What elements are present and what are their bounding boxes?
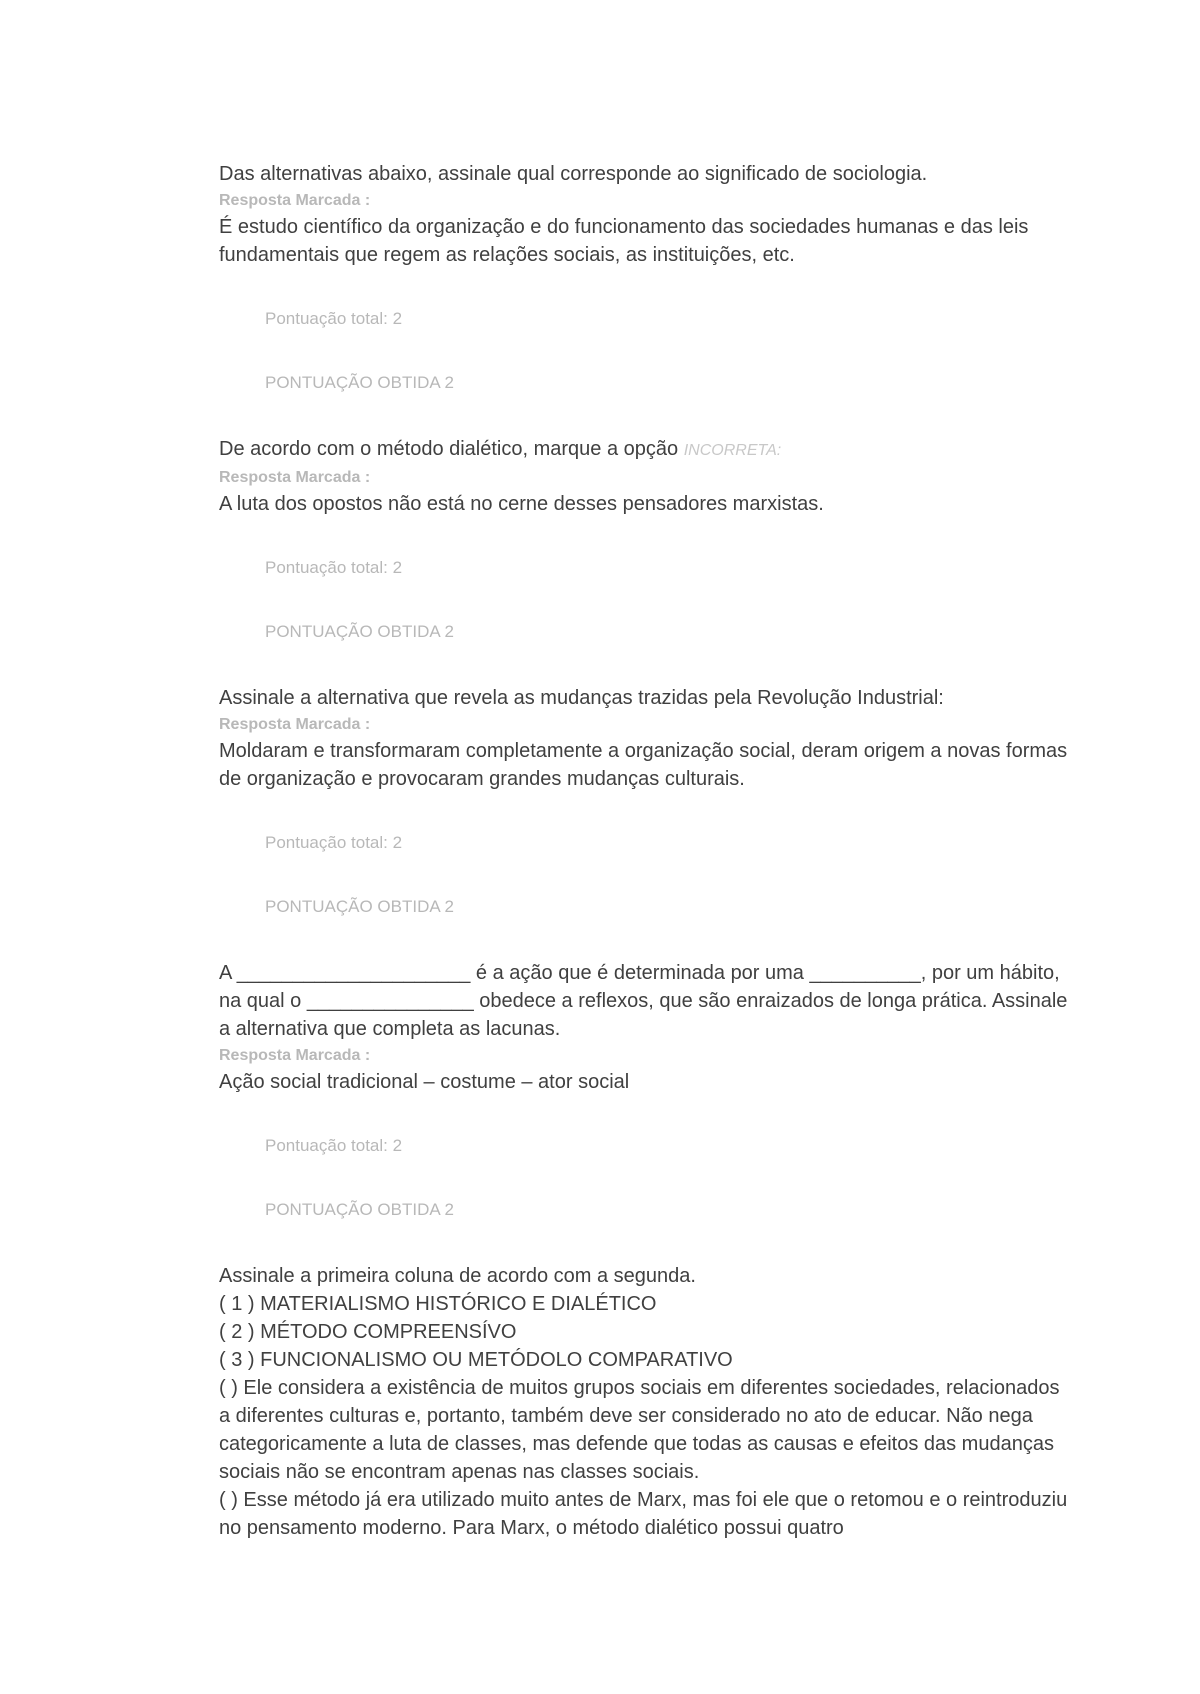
question-text: Das alternativas abaixo, assinale qual corresponde ao significado de sociologia. bbox=[219, 163, 928, 185]
matching-option: ( 1 ) MATERIALISMO HISTÓRICO E DIALÉTICO bbox=[219, 1293, 657, 1315]
matching-statement: ( ) Ele considera a existência de muitos grupos sociais em diferentes sociedades, relacionados a diferentes culturas e, portanto, também deve ser considerado no ato de educar. Não nega categoricamente a luta de classes, mas defende que todas as causas e efeitos das mudanças sociais não se encontram apenas nas classes sociais. bbox=[219, 1377, 1060, 1483]
marked-answer-label: Resposta Marcada : bbox=[219, 469, 371, 486]
obtained-score: PONTUAÇÃO OBTIDA 2 bbox=[265, 897, 454, 916]
marked-answer-text: É estudo científico da organização e do funcionamento das sociedades humanas e das leis fundamentais que regem as relações sociais, as instituições, etc. bbox=[219, 216, 1029, 266]
marked-answer-label: Resposta Marcada : bbox=[219, 716, 371, 733]
marked-answer-text: Moldaram e transformaram completamente a organização social, deram origem a novas formas de organização e provocaram grandes mudanças culturais. bbox=[219, 740, 1068, 790]
question-text: A _____________________ é a ação que é determinada por uma __________, por um hábito, na qual o _______________ obedece a reflexos, que são enraizados de longa prática. Assinale a alternativa que completa as lacunas. bbox=[219, 962, 1068, 1040]
question-block bbox=[219, 684, 1069, 919]
question-text: Assinale a primeira coluna de acordo com a segunda. bbox=[219, 1265, 696, 1287]
matching-statement: ( ) Esse método já era utilizado muito antes de Marx, mas foi ele que o retomou e o reintroduziu no pensamento moderno. Para Marx, o método dialético possui quatro bbox=[219, 1489, 1068, 1539]
question-emphasis: INCORRETA: bbox=[683, 442, 782, 459]
marked-answer-text: A luta dos opostos não está no cerne desses pensadores marxistas. bbox=[219, 493, 824, 515]
obtained-score: PONTUAÇÃO OBTIDA 2 bbox=[265, 1200, 454, 1219]
question-block bbox=[219, 435, 1069, 644]
total-score: Pontuação total: 2 bbox=[265, 558, 403, 577]
question-block bbox=[219, 160, 1069, 395]
question-text bbox=[219, 435, 1069, 465]
question-text-main: De acordo com o método dialético, marque a opção bbox=[219, 438, 684, 460]
matching-option: ( 2 ) MÉTODO COMPREENSÍVO bbox=[219, 1321, 517, 1343]
matching-option: ( 3 ) FUNCIONALISMO OU METÓDOLO COMPARATIVO bbox=[219, 1349, 733, 1371]
question-block bbox=[219, 1262, 1069, 1542]
marked-answer-text: Ação social tradicional – costume – ator social bbox=[219, 1071, 630, 1093]
total-score: Pontuação total: 2 bbox=[265, 833, 403, 852]
question-block bbox=[219, 959, 1069, 1222]
total-score: Pontuação total: 2 bbox=[265, 1136, 403, 1155]
obtained-score: PONTUAÇÃO OBTIDA 2 bbox=[265, 622, 454, 641]
document-page bbox=[219, 160, 1069, 1542]
marked-answer-label: Resposta Marcada : bbox=[219, 192, 371, 209]
total-score: Pontuação total: 2 bbox=[265, 309, 403, 328]
question-text: Assinale a alternativa que revela as mudanças trazidas pela Revolução Industrial: bbox=[219, 687, 944, 709]
marked-answer-label: Resposta Marcada : bbox=[219, 1047, 371, 1064]
obtained-score: PONTUAÇÃO OBTIDA 2 bbox=[265, 373, 454, 392]
